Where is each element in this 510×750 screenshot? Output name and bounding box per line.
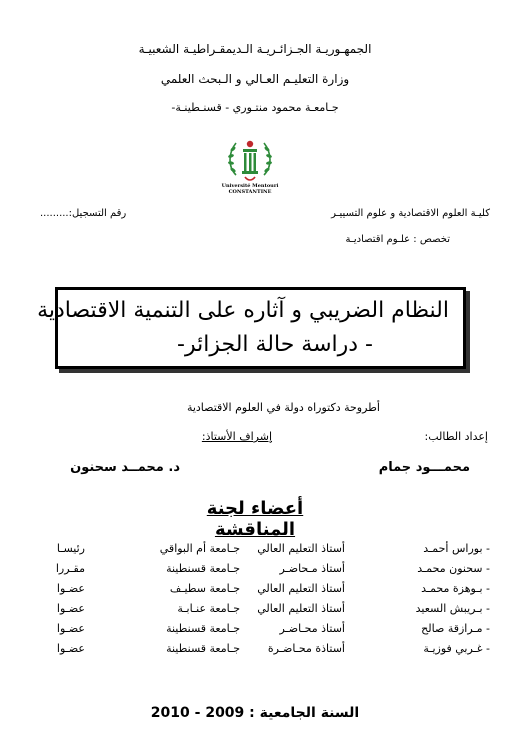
member-rank: أستاذ مـحاضـر (279, 562, 345, 575)
ministry-header: وزارة التعليـم العـالي و الـبحث العلمي (160, 72, 350, 86)
member-rank: أستاذ التعليم العالي (257, 602, 345, 615)
member-role: مقـررا (55, 562, 85, 575)
member-rank: أستاذ محـاضـر (279, 622, 345, 635)
table-row (20, 602, 490, 620)
logo-caption: Université Mentouri CONSTANTINE (221, 183, 279, 195)
member-name: - مـرازقة صالح (421, 622, 490, 635)
member-rank: أستاذ التعليم العالي (257, 582, 345, 595)
member-name: - غـربي فوزيـة (423, 642, 490, 655)
member-rank: أستاذة محـاضـرة (267, 642, 345, 655)
table-row (20, 642, 490, 660)
member-name: - بـريبش السعيد (415, 602, 490, 615)
specialty-label: تخصص : علـوم اقتصاديـة (345, 234, 450, 245)
member-institution: جـامعة أم البواقي (159, 542, 240, 555)
committee-title: أعضاء لجنة المناقشة (206, 498, 304, 540)
supervisor-label: إشراف الأستاذ: (201, 430, 272, 443)
academic-year: السنة الجامعية : 2009 - 2010 (150, 705, 360, 721)
member-institution: جـامعة قسنطينة (166, 622, 240, 635)
thesis-title-line2: - دراسة حالة الجزائر- (177, 332, 373, 357)
member-role: عضـوا (56, 622, 85, 635)
thesis-title-box (37, 287, 466, 369)
member-institution: جـامعة سطيـف (169, 582, 240, 595)
table-row (20, 582, 490, 600)
thesis-title-line1: النظام الضريبي و آثاره على التنمية الاقتصادية (37, 298, 449, 323)
member-name: - سحنون محمـد (417, 562, 490, 575)
table-row (20, 542, 490, 560)
degree-label: أطروحة دكتوراه دولة في العلوم الاقتصادية (186, 401, 380, 414)
member-name: - بـوهزة محمـد (421, 582, 490, 595)
member-rank: أستاذ التعليم العالي (257, 542, 345, 555)
republic-header: الجمهـوريـة الجـزائـريـة الـديمقـراطيـة الشعبيـة (138, 42, 372, 56)
registration-number: رقم التسجيل:......... (40, 208, 127, 219)
member-role: عضـوا (56, 582, 85, 595)
member-institution: جـامعة عنـابـة (177, 602, 240, 615)
member-institution: جـامعة قسنطينة (166, 642, 240, 655)
table-row (20, 622, 490, 640)
member-role: عضـوا (56, 602, 85, 615)
university-header: جـامعـة محمود منتـوري - قسنـطينـة- (171, 101, 339, 114)
member-role: رئيسـا (56, 542, 85, 555)
faculty-label: كليـة العلوم الاقتصادية و علوم التسييـر (331, 208, 490, 219)
supervisor-name: د. محمــد سحنون (70, 460, 180, 475)
student-name: محمـــود جمام (378, 460, 470, 475)
member-name: - بوراس أحمـد (423, 542, 490, 555)
table-row (20, 562, 490, 580)
member-role: عضـوا (56, 642, 85, 655)
member-institution: جـامعة قسنطينة (166, 562, 240, 575)
student-label: إعداد الطالب: (424, 430, 488, 443)
